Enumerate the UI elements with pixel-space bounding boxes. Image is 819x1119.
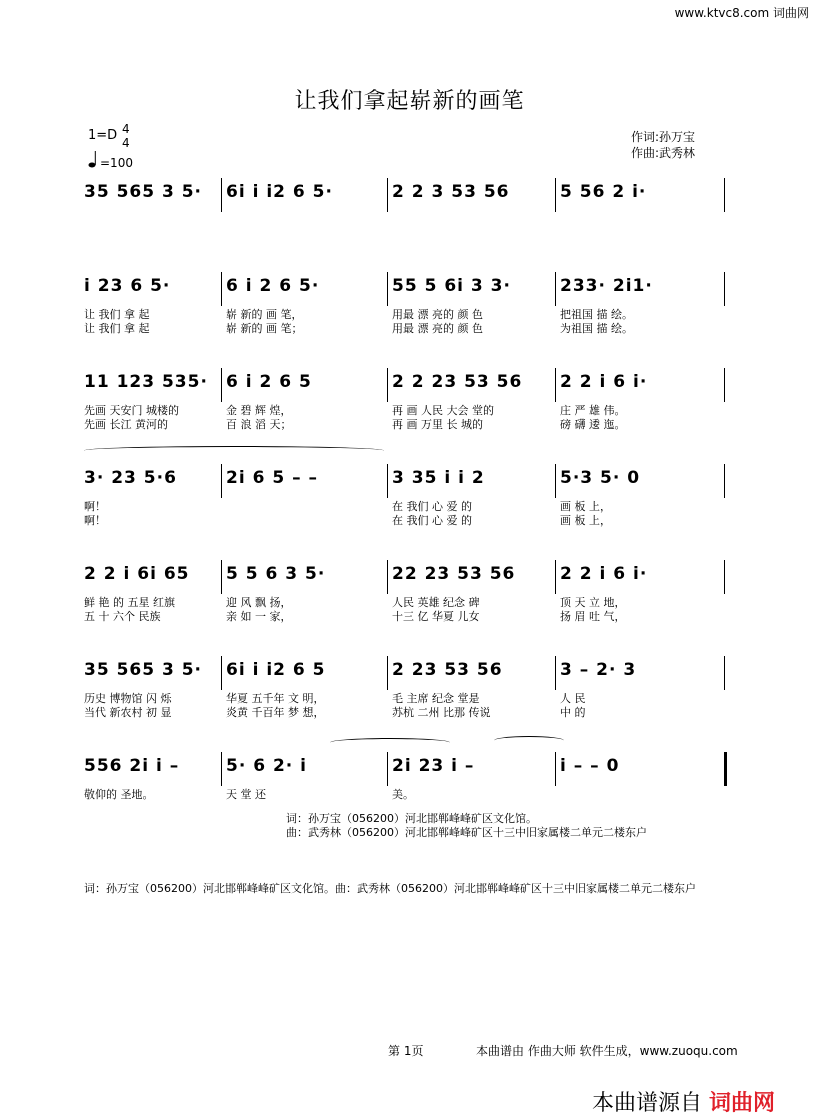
lyric-verse-2: 十三 亿 华夏 儿女 [392, 610, 480, 623]
time-bottom: 4 [122, 136, 130, 150]
lyric-verse-1: 人 民 [560, 692, 586, 705]
lyric-verse-1: 毛 主席 纪念 堂是 [392, 692, 480, 705]
credit-lyricist: 词：孙万宝（056200）河北邯郸峰峰矿区文化馆。 [286, 812, 537, 825]
time-top: 4 [122, 122, 130, 136]
barline [221, 752, 222, 786]
barline [724, 272, 725, 306]
measure-notes: 3 – 2· 3 [560, 660, 637, 680]
barline [724, 464, 725, 498]
measure-notes: 35 565 3 5· [84, 182, 203, 202]
lyric-verse-1: 天 堂 还 [226, 788, 266, 801]
lyric-verse-2: 亲 如 一 家， [226, 610, 292, 623]
page-number: 第 1页 [388, 1044, 424, 1058]
barline [555, 272, 556, 306]
measure-notes: 11 123 535· [84, 372, 208, 392]
lyric-verse-2: 五 十 六个 民族 [84, 610, 161, 623]
barline [387, 560, 388, 594]
barline [724, 178, 725, 212]
measure-notes: 35 565 3 5· [84, 660, 203, 680]
measure-notes: 22 23 53 56 [392, 564, 516, 584]
lyric-verse-2: 百 浪 滔 天； [226, 418, 292, 431]
barline [724, 368, 725, 402]
lyric-verse-1: 鲜 艳 的 五星 红旗 [84, 596, 175, 609]
barline [555, 656, 556, 690]
measure-notes: 55 5 6i 3 3· [392, 276, 511, 296]
measure-notes: 5 56 2 i· [560, 182, 647, 202]
lyric-verse-2: 扬 眉 吐 气， [560, 610, 626, 623]
lyric-verse-1: 把祖国 描 绘。 [560, 308, 633, 321]
lyric-verse-1: 崭 新的 画 笔， [226, 308, 303, 321]
lyric-verse-2: 崭 新的 画 笔； [226, 322, 303, 335]
barline [724, 656, 725, 690]
measure-notes: 2 2 3 53 56 [392, 182, 510, 202]
measure-notes: 5· 6 2· i [226, 756, 307, 776]
lyric-verse-2: 当代 新农村 初 显 [84, 706, 172, 719]
lyric-verse-1: 人民 英雄 纪念 碑 [392, 596, 480, 609]
measure-notes: 6 i 2 6 5 [226, 372, 312, 392]
lyric-verse-2: 啊！ [84, 514, 106, 527]
source-site-link[interactable]: 词曲网 [709, 1091, 776, 1116]
phrase-slur [84, 446, 384, 455]
lyric-verse-1: 顶 天 立 地， [560, 596, 626, 609]
lyric-verse-2: 先画 长江 黄河的 [84, 418, 168, 431]
barline [221, 560, 222, 594]
barline [387, 656, 388, 690]
phrase-slur [330, 738, 450, 747]
lyric-verse-1: 迎 风 飘 扬， [226, 596, 292, 609]
barline [387, 178, 388, 212]
barline [555, 752, 556, 786]
measure-notes: 2i 23 i – [392, 756, 475, 776]
measure-notes: 6 i 2 6 5· [226, 276, 320, 296]
lyric-verse-1: 先画 天安门 城楼的 [84, 404, 179, 417]
barline [555, 560, 556, 594]
lyric-verse-1: 用最 漂 亮的 颜 色 [392, 308, 483, 321]
lyric-verse-1: 敬仰的 圣地。 [84, 788, 154, 801]
lyric-verse-1: 金 碧 辉 煌， [226, 404, 292, 417]
lyric-verse-2: 苏杭 二州 比那 传说 [392, 706, 491, 719]
tempo-marking: =100 [100, 156, 133, 170]
key-signature: 1=D [88, 128, 118, 143]
barline [724, 752, 727, 786]
measure-notes: 2i 6 5 – – [226, 468, 318, 488]
measure-notes: 5·3 5· 0 [560, 468, 641, 488]
barline [555, 464, 556, 498]
measure-notes: 2 2 i 6 i· [560, 564, 648, 584]
barline [387, 368, 388, 402]
song-title: 让我们拿起崭新的画笔 [294, 89, 525, 114]
barline [387, 464, 388, 498]
barline [387, 272, 388, 306]
barline [221, 368, 222, 402]
site-watermark[interactable]: www.ktvc8.com 词曲网 [674, 6, 809, 20]
barline [555, 368, 556, 402]
measure-notes: 5 5 6 3 5· [226, 564, 326, 584]
source-text: 本曲谱源自 [592, 1091, 703, 1116]
barline [221, 178, 222, 212]
phrase-slur [494, 736, 564, 745]
quarter-note-icon [88, 150, 98, 168]
lyric-verse-1: 画 板 上， [560, 500, 611, 513]
credit-composer: 曲：武秀林（056200）河北邯郸峰峰矿区十三中旧家属楼二单元二楼东户 [286, 826, 647, 839]
lyric-verse-1: 美。 [392, 788, 414, 801]
lyric-verse-2: 磅 礴 逶 迤。 [560, 418, 626, 431]
measure-notes: i 23 6 5· [84, 276, 171, 296]
footer-credit: 词：孙万宝（056200）河北邯郸峰峰矿区文化馆。曲：武秀林（056200）河北邯郸峰峰矿区十三中旧家属楼二单元二楼东户 [84, 882, 696, 895]
lyricist-label: 作词:孙万宝 [631, 130, 696, 144]
lyric-verse-2: 再 画 万里 长 城的 [392, 418, 483, 431]
measure-notes: 3· 23 5·6 [84, 468, 177, 488]
barline [387, 752, 388, 786]
measure-notes: i – – 0 [560, 756, 620, 776]
lyric-verse-1: 庄 严 雄 伟。 [560, 404, 626, 417]
barline [221, 272, 222, 306]
measure-notes: 3 35 i i 2 [392, 468, 485, 488]
measure-notes: 2 2 i 6 i· [560, 372, 648, 392]
barline [221, 464, 222, 498]
measure-notes: 6i i i2 6 5 [226, 660, 326, 680]
barline [221, 656, 222, 690]
lyric-verse-1: 啊！ [84, 500, 106, 513]
lyric-verse-2: 炎黄 千百年 梦 想， [226, 706, 325, 719]
lyric-verse-2: 让 我们 拿 起 [84, 322, 150, 335]
measure-notes: 2 2 23 53 56 [392, 372, 523, 392]
lyric-verse-1: 历史 博物馆 闪 烁 [84, 692, 172, 705]
lyric-verse-2: 在 我们 心 爱 的 [392, 514, 472, 527]
lyric-verse-2: 中 的 [560, 706, 586, 719]
barline [555, 178, 556, 212]
lyric-verse-2: 用最 漂 亮的 颜 色 [392, 322, 483, 335]
lyric-verse-1: 在 我们 心 爱 的 [392, 500, 472, 513]
barline [724, 560, 725, 594]
measure-notes: 2 23 53 56 [392, 660, 503, 680]
measure-notes: 6i i i2 6 5· [226, 182, 333, 202]
composer-label: 作曲:武秀林 [631, 146, 696, 160]
lyric-verse-2: 为祖国 描 绘。 [560, 322, 633, 335]
measure-notes: 233· 2i1· [560, 276, 653, 296]
lyric-verse-1: 华夏 五千年 文 明， [226, 692, 325, 705]
lyric-verse-1: 再 画 人民 大会 堂的 [392, 404, 494, 417]
lyric-verse-2: 画 板 上， [560, 514, 611, 527]
source-label [592, 1086, 775, 1117]
measure-notes: 556 2i i – [84, 756, 180, 776]
generator-note: 本曲谱由 作曲大师 软件生成，www.zuoqu.com [476, 1044, 738, 1058]
measure-notes: 2 2 i 6i 65 [84, 564, 190, 584]
lyric-verse-1: 让 我们 拿 起 [84, 308, 150, 321]
time-signature [122, 122, 130, 150]
